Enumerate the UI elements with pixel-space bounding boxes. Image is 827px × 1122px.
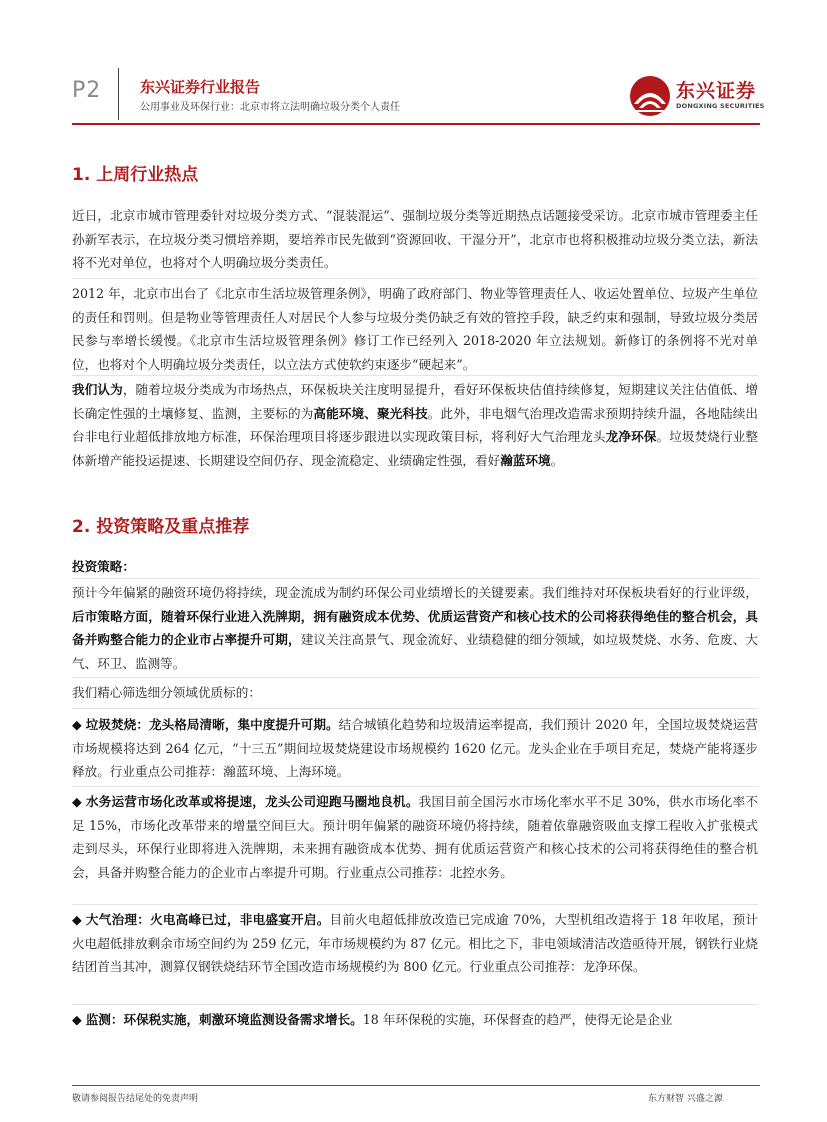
footer-slogan: 东方财智 兴盛之源 — [648, 1094, 723, 1104]
selection-intro: 我们精心筛选细分领域优质标的： — [72, 685, 261, 700]
page-number: P2 — [72, 78, 102, 103]
paragraph-separator — [72, 904, 758, 905]
logo-emblem-icon — [628, 74, 672, 118]
body-text: 建议关注高景气、现金流好、业绩稳健的细分领域，如垃圾焚烧、水务、危废、大气、环卫、监测等。 — [72, 632, 759, 671]
paragraph-separator — [72, 1004, 758, 1005]
report-series-title: 东兴证券行业报告 — [140, 78, 261, 96]
logo-chinese-name: 东兴证券 — [676, 80, 757, 102]
emphasis-text: 龙净环保 — [605, 429, 657, 445]
list-item — [72, 908, 758, 979]
emphasis-text: 瀚蓝环境 — [500, 452, 551, 468]
paragraph-separator — [72, 578, 758, 579]
paragraph-separator — [72, 677, 758, 678]
logo-english-name: DONGXING SECURITIES — [676, 102, 765, 110]
section-1-heading: 1. 上周行业热点 — [72, 165, 199, 185]
section-1-paragraph-3 — [72, 378, 758, 472]
header-rule — [72, 123, 760, 125]
footer-rule — [72, 1085, 760, 1086]
emphasis-text: 我们认为 — [72, 382, 123, 397]
company-logo — [628, 74, 765, 118]
footer-disclaimer: 敬请参阅报告结尾处的免责声明 — [72, 1094, 199, 1104]
paragraph-separator — [72, 278, 758, 279]
bullet-icon: ◆ — [72, 794, 82, 809]
report-subtitle: 公用事业及环保行业：北京市将立法明确垃圾分类个人责任 — [140, 102, 400, 113]
strategy-paragraph — [72, 581, 758, 675]
bullet-heading: 大气治理：火电高峰已过，非电盛宴开启。 — [85, 912, 330, 927]
bullet-text: 18 年环保税的实施，环保督查的趋严，使得无论是企业 — [362, 1012, 673, 1027]
bullet-text: 目前火电超低排放改造已完成逾 70%，大型机组改造将于 18 年收尾，预计火电超低排放剩余市场空间约为 259 亿元，年市场规模约为 87 亿元。相比之下，非电领域清洁改造亟待开展，钢铁行业烧结团首当其冲，测算仅钢铁烧结环节全国改造市场规模约为 800 亿元。行业重点公司推荐：龙净环保。 — [72, 912, 759, 975]
bullet-text: 结合城镇化趋势和垃圾清运率提高，我们预计 2020 年，全国垃圾焚烧运营市场规模将达到 264 亿元，“十三五”期间垃圾焚烧建设市场规模约 1620 亿元。龙头企业在手项目充足，焚烧产能将逐步释放。行业重点公司推荐：瀚蓝环境、上海环境。 — [72, 717, 759, 780]
body-text: 预计今年偏紧的融资环境仍将持续，现金流成为制约环保公司业绩增长的关键要素。我们维持对环保板块看好的行业评级， — [72, 585, 758, 600]
paragraph-separator — [72, 708, 758, 709]
emphasis-text: 后市策略方面，随着环保行业进入洗牌期，拥有融资成本优势、优质运营资产和核心技术的公司将获得绝佳的整合机会，具备并购整合能力的企业市占率提升可期， — [72, 608, 758, 648]
strategy-label: 投资策略： — [72, 559, 135, 574]
header-divider — [118, 68, 119, 120]
paragraph-separator — [72, 375, 758, 376]
bullet-text: 我国目前全国污水市场化率水平不足 30%，供水市场化率不足 15%，市场化改革带来的增量空间巨大。预计明年偏紧的融资环境仍将持续，随着依靠融资吸血支撑工程收入扩张模式走到尽头，环保行业即将进入洗牌期，未来拥有融资成本优势、拥有优质运营资产和核心技术的公司将获得绝佳的整合机会，具备并购整合能力的企业市占率提升可期。行业重点公司推荐：北控水务。 — [72, 794, 758, 880]
bullet-icon: ◆ — [72, 717, 82, 732]
bullet-icon: ◆ — [72, 912, 82, 927]
bullet-heading: 监测：环保税实施，刺激环境监测设备需求增长。 — [85, 1012, 363, 1027]
body-text: 。垃圾焚烧行业整体新增产能投运提速、长期建设空间仍存、现金流稳定、业绩确定性强，看好 — [72, 429, 759, 468]
emphasis-text: 高能环境、聚光科技 — [313, 405, 428, 421]
bullet-icon: ◆ — [72, 1012, 82, 1027]
list-item — [72, 1008, 758, 1032]
body-text: ，随着垃圾分类成为市场热点，环保板块关注度明显提升，看好环保板块估值持续修复，短期建议关注估值低、增长确定性强的土壤修复、监测，主要标的为 — [72, 382, 759, 421]
section-1-paragraph-1: 近日，北京市城市管理委针对垃圾分类方式、“混装混运”、强制垃圾分类等近期热点话题接受采访。北京市城市管理委主任孙新军表示，在垃圾分类习惯培养期，要培养市民先做到“资源回收、干湿分开”，北京市也将积极推动垃圾分类立法，新法将不光对单位，也将对个人明确垃圾分类责任。 — [72, 208, 758, 271]
body-text: 。此外，非电烟气治理改造需求预期持续升温，各地陆续出台非电行业超低排放地方标准，环保治理项目将逐步跟进以实现政策目标，将利好大气治理龙头 — [72, 405, 759, 445]
list-item — [72, 790, 758, 884]
body-text: 。 — [550, 452, 564, 468]
bullet-heading: 水务运营市场化改革或将提速，龙头公司迎跑马圈地良机。 — [85, 794, 419, 809]
list-item — [72, 713, 758, 784]
section-1-paragraph-2: 2012 年，北京市出台了《北京市生活垃圾管理条例》，明确了政府部门、物业等管理责任人、收运处置单位、垃圾产生单位的责任和罚则。但是物业等管理责任人对居民个人参与垃圾分类仍缺乏有效的管控手段，缺乏约束和强制，导致垃圾分类居民参与率增长缓慢。《北京市生活垃圾管理条例》修订工作已经列入 2018-2020 年立法规划。新修订的条例将不光对单位，也将对个人明确垃圾分类责任，以立法方式使软约束逐步“硬起来”。 — [72, 286, 758, 372]
section-2-heading: 2. 投资策略及重点推荐 — [72, 517, 250, 537]
paragraph-separator — [72, 786, 758, 787]
bullet-heading: 垃圾焚烧：龙头格局清晰，集中度提升可期。 — [85, 717, 339, 732]
